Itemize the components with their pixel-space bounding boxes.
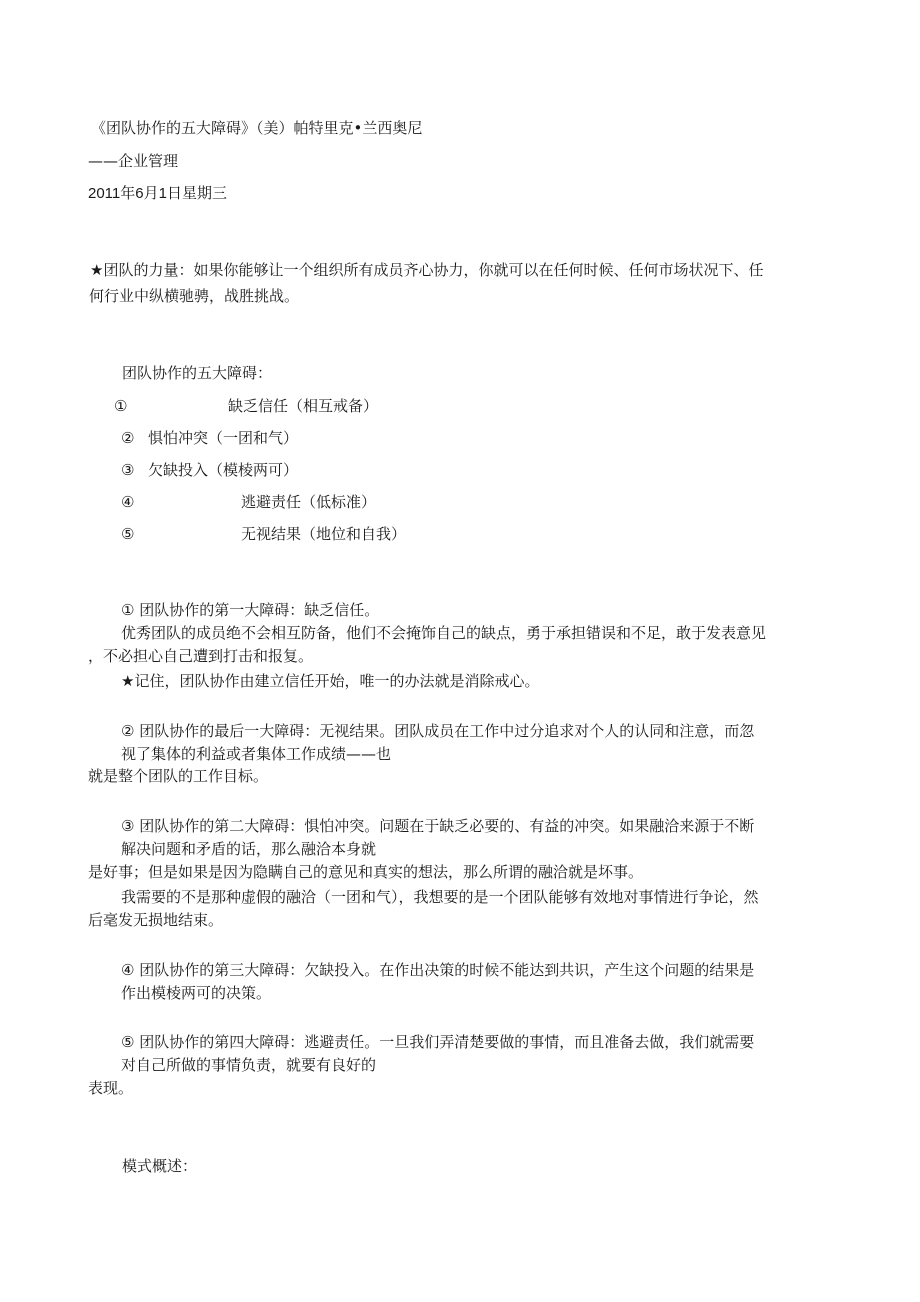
section-1-text: 优秀团队的成员绝不会相互防备，他们不会掩饰自己的缺点，勇于承担错误和不足，敢于发表意见 [121, 624, 767, 642]
section-2-title: ② 团队协作的最后一大障碍：无视结果。团队成员在工作中过分追求对个人的认同和注意，而忽 [121, 722, 755, 740]
category-line: ——企业管理 [88, 152, 179, 170]
section-5-text: 表现。 [88, 1079, 134, 1097]
intro-line-1: ★团队的力量：如果你能够让一个组织所有成员齐心协力，你就可以在任何时候、任何市场状况下、任 [90, 261, 764, 279]
list-item-number: ② [121, 429, 135, 447]
section-4-text: 作出模棱两可的决策。 [121, 984, 272, 1002]
list-item-text: 逃避责任（低标准） [241, 493, 377, 511]
list-item-number: ④ [121, 493, 135, 511]
list-item-number: ① [114, 397, 128, 415]
section-3-text: 解决问题和矛盾的话，那么融洽本身就 [121, 840, 377, 858]
section-5-text: 对自己所做的事情负责，就要有良好的 [121, 1056, 377, 1074]
obstacles-heading: 团队协作的五大障碍： [122, 364, 273, 382]
section-3-text: 后毫发无损地结束。 [88, 911, 224, 929]
section-1-title: ① 团队协作的第一大障碍：缺乏信任。 [121, 601, 380, 619]
list-item-text: 欠缺投入（模棱两可） [148, 461, 299, 479]
section-3-text: 我需要的不是那种虚假的融洽（一团和气），我想要的是一个团队能够有效地对事情进行争论，然 [121, 888, 759, 906]
section-1-note: ★记住，团队协作由建立信任开始，唯一的办法就是消除戒心。 [121, 672, 540, 690]
list-item-text: 缺乏信任（相互戒备） [228, 397, 379, 415]
list-item-text: 惧怕冲突（一团和气） [148, 429, 299, 447]
section-4-title: ④ 团队协作的第三大障碍：欠缺投入。在作出决策的时候不能达到共识，产生这个问题的结果是 [121, 961, 755, 979]
book-title: 《团队协作的五大障碍》（美）帕特里克•兰西奥尼 [91, 119, 423, 137]
intro-line-2: 何行业中纵横驰骋，战胜挑战。 [89, 287, 300, 305]
date-line: 2011年6月1日星期三 [88, 185, 227, 202]
list-item-number: ③ [121, 461, 135, 479]
mode-heading: 模式概述： [122, 1157, 198, 1175]
section-1-text: ，不必担心自己遭到打击和报复。 [88, 647, 314, 665]
list-item-number: ⑤ [121, 525, 135, 543]
section-3-text: 是好事；但是如果是因为隐瞒自己的意见和真实的想法，那么所谓的融洽就是坏事。 [88, 863, 644, 881]
section-5-title: ⑤ 团队协作的第四大障碍：逃避责任。一旦我们弄清楚要做的事情，而且准备去做，我们就需要 [121, 1033, 755, 1051]
section-2-text: 视了集体的利益或者集体工作成绩——也 [121, 745, 392, 763]
list-item-text: 无视结果（地位和自我） [241, 525, 407, 543]
section-3-title: ③ 团队协作的第二大障碍：惧怕冲突。问题在于缺乏必要的、有益的冲突。如果融洽来源于不断 [121, 817, 755, 835]
section-2-text: 就是整个团队的工作目标。 [88, 767, 269, 785]
